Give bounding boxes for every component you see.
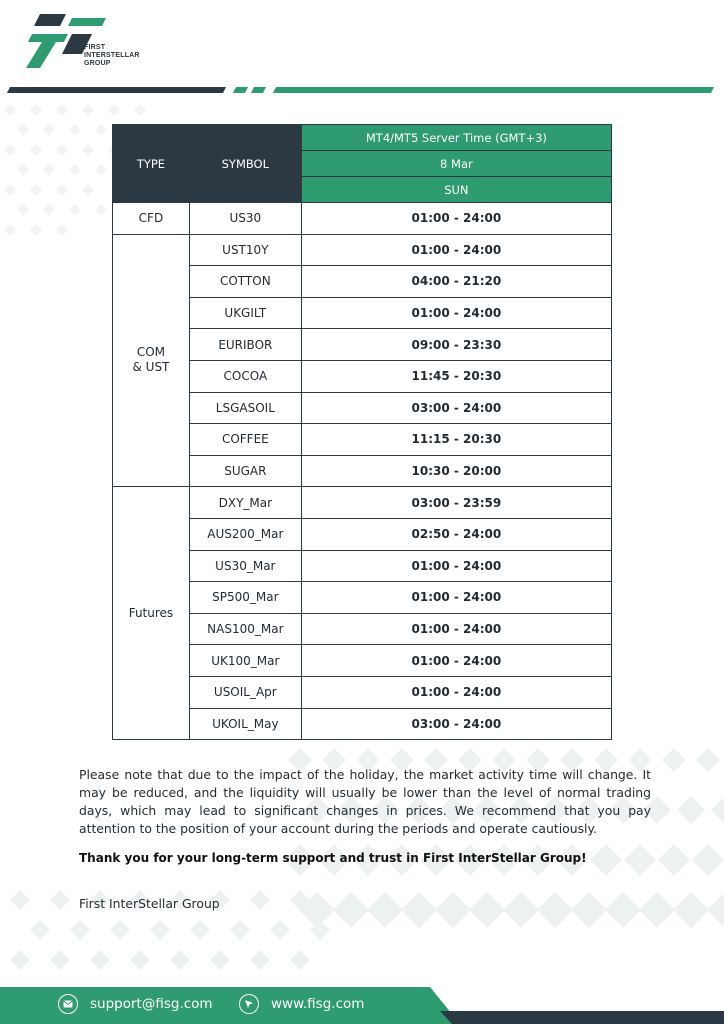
background-diamond [82,104,94,116]
background-diamond [30,184,42,196]
symbol-cell: NAS100_Mar [189,613,301,645]
background-diamond [401,892,437,928]
background-diamond [30,920,50,940]
trading-hours-table [112,124,612,740]
time-cell: 02:50 - 24:00 [301,518,611,550]
time-cell: 01:00 - 24:00 [301,676,611,708]
background-diamond [130,950,150,970]
background-diamond [95,164,107,176]
background-diamond [692,844,724,876]
background-diamond [56,184,68,196]
background-diamond [333,892,369,928]
time-cell: 01:00 - 24:00 [301,645,611,677]
background-diamond [30,144,42,156]
symbol-cell: UK100_Mar [189,645,301,677]
time-cell: 01:00 - 24:00 [301,582,611,614]
logo-text-line: GROUP [84,60,111,67]
table-row [113,234,612,266]
time-cell: 01:00 - 24:00 [301,297,611,329]
background-diamond [17,164,29,176]
background-diamond [367,892,403,928]
background-diamond [590,844,622,876]
time-cell: 11:15 - 20:30 [301,424,611,456]
background-diamond [108,104,120,116]
time-cell: 03:00 - 24:00 [301,392,611,424]
type-cell: COM & UST [113,234,190,487]
background-diamond [30,224,42,236]
symbol-cell: US30_Mar [189,550,301,582]
background-diamond [90,950,110,970]
background-diamond [82,144,94,156]
time-cell: 03:00 - 24:00 [301,708,611,740]
type-column-header: TYPE [113,125,190,203]
background-diamond [210,950,230,970]
background-diamond [17,204,29,216]
logo-text-line: FIRST [84,44,106,51]
background-diamond [43,204,55,216]
background-diamond [4,104,16,116]
header-stripe [0,80,724,94]
background-diamond [605,892,641,928]
background-diamond [537,892,573,928]
time-cell: 11:45 - 20:30 [301,360,611,392]
symbol-cell: COTTON [189,266,301,298]
background-diamond [662,748,686,772]
background-diamond [658,844,690,876]
time-cell: 04:00 - 21:20 [301,266,611,298]
background-diamond [69,164,81,176]
symbol-cell: AUS200_Mar [189,518,301,550]
background-diamond [707,892,724,928]
background-diamond [270,920,290,940]
background-diamond [17,124,29,136]
time-cell: 01:00 - 24:00 [301,234,611,266]
holiday-notice [79,766,651,838]
background-diamond [134,104,146,116]
time-cell: 10:30 - 20:00 [301,455,611,487]
background-diamond [250,950,270,970]
symbol-cell: US30 [189,203,301,235]
type-cell: CFD [113,203,190,235]
background-diamond [290,950,310,970]
background-diamond [56,144,68,156]
background-diamond [711,796,724,824]
background-diamond [10,890,30,910]
time-cell: 01:00 - 24:00 [301,613,611,645]
footer-email[interactable] [58,994,213,1014]
company-logo-text [84,44,140,68]
symbol-cell: COCOA [189,360,301,392]
background-diamond [639,892,675,928]
time-cell: 09:00 - 23:30 [301,329,611,361]
background-diamond [56,104,68,116]
background-diamond [677,796,705,824]
background-diamond [150,920,170,940]
signature: First InterStellar Group [79,896,220,911]
symbol-cell: UST10Y [189,234,301,266]
date-header: 8 Mar [301,151,611,177]
background-diamond [571,892,607,928]
time-cell: 01:00 - 24:00 [301,550,611,582]
type-cell: Futures [113,487,190,740]
background-diamond [43,124,55,136]
background-diamond [4,224,16,236]
background-diamond [110,920,130,940]
table-row [113,487,612,519]
email-link[interactable]: support@fisg.com [90,996,213,1012]
background-diamond [95,204,107,216]
background-diamond [70,920,90,940]
background-diamond [250,890,270,910]
symbol-cell: SP500_Mar [189,582,301,614]
background-diamond [190,920,210,940]
logo-text-line: INTERSTELLAR [84,52,140,59]
background-diamond [95,124,107,136]
thanks-message: Thank you for your long-term support and trust in First InterStellar Group! [79,851,587,865]
notice-paragraph: Please note that due to the impact of the holiday, the market activity time will change. It may be reduced, and the liquidity will usually be lower than the level of normal trading days, which may lead to significant changes in prices. We recommend that you pay attention to the position of your account during the periods and operate cautiously. [79,767,651,836]
background-diamond [696,748,720,772]
background-diamond [624,844,656,876]
footer-website[interactable] [239,994,364,1014]
cursor-icon [239,994,259,1014]
background-diamond [30,104,42,116]
background-diamond [170,950,190,970]
table-row [113,203,612,235]
symbol-cell: DXY_Mar [189,487,301,519]
background-diamond [4,144,16,156]
server-time-header: MT4/MT5 Server Time (GMT+3) [301,125,611,151]
mail-icon [58,994,78,1014]
symbol-cell: UKGILT [189,297,301,329]
symbol-cell: SUGAR [189,455,301,487]
background-diamond [82,184,94,196]
background-diamond [4,184,16,196]
website-link[interactable]: www.fisg.com [271,996,365,1012]
background-diamond [50,950,70,970]
symbol-cell: USOIL_Apr [189,676,301,708]
background-diamond [43,164,55,176]
background-diamond [50,890,70,910]
symbol-cell: LSGASOIL [189,392,301,424]
background-diamond [673,892,709,928]
symbol-cell: EURIBOR [189,329,301,361]
background-diamond [10,950,30,970]
background-diamond [503,892,539,928]
background-diamond [230,920,250,940]
background-diamond [469,892,505,928]
background-diamond [69,124,81,136]
time-cell: 01:00 - 24:00 [301,203,611,235]
day-header: SUN [301,177,611,203]
symbol-cell: UKOIL_May [189,708,301,740]
symbol-column-header: SYMBOL [189,125,301,203]
background-diamond [56,224,68,236]
background-diamond [435,892,471,928]
time-cell: 03:00 - 23:59 [301,487,611,519]
background-diamond [69,204,81,216]
symbol-cell: COFFEE [189,424,301,456]
